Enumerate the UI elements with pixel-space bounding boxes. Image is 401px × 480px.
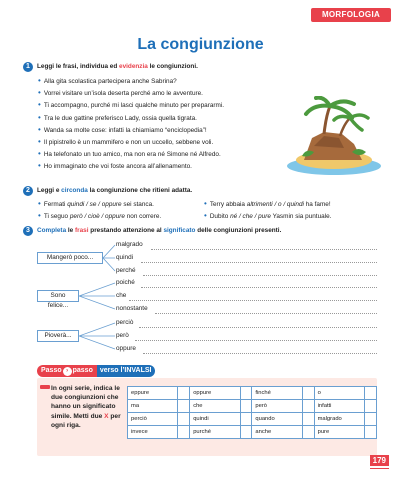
page-title: La congiunzione [137, 36, 264, 53]
invalsi-word: quindi [190, 413, 240, 426]
conjunction-option: oppure [116, 345, 136, 352]
answer-line[interactable] [151, 249, 377, 250]
completion-group-2 [37, 278, 377, 314]
invalsi-word: quando [252, 413, 302, 426]
invalsi-checkbox[interactable] [178, 413, 190, 426]
invalsi-exercise-box [37, 378, 377, 456]
answer-line[interactable] [139, 327, 377, 328]
answer-line[interactable] [155, 313, 377, 314]
invalsi-checkbox[interactable] [178, 400, 190, 413]
answer-line[interactable] [141, 262, 377, 263]
answer-line[interactable] [135, 340, 377, 341]
connector-lines [79, 318, 117, 354]
invalsi-checkbox[interactable] [365, 387, 377, 400]
exercise-2-sentence: • Terry abbaia altrimenti / o / quindi ha fame! [204, 198, 331, 210]
invalsi-checkbox[interactable] [240, 400, 252, 413]
exercise-2-sentence: • Dubito né / che / pure Yasmin sia puntuale. [204, 210, 331, 222]
exercise-1-sentence[interactable]: • Il pipistrello è un mammifero e non un uccello, sebbene voli. [38, 136, 288, 148]
exercise-1-instruction: Leggi le frasi, individua ed evidenzia le congiunzioni. [37, 63, 198, 70]
conjunction-option: che [116, 292, 127, 299]
invalsi-row [128, 413, 377, 426]
exercise-1-sentence[interactable]: • Tra le due gattine preferisco Lady, ossia quella tigrata. [38, 112, 288, 124]
exercise-1-sentence[interactable]: • Wanda sa molte cose: infatti la chiamiamo “enciclopedia”! [38, 124, 288, 136]
exercise-1-sentence[interactable]: • Vorrei visitare un’isola deserta perché amo le avventure. [38, 87, 288, 99]
invalsi-checkbox[interactable] [302, 400, 314, 413]
sentence-start-box: Mangerò poco... [37, 252, 103, 264]
invalsi-choice-grid [127, 386, 377, 439]
conjunction-option: perciò [116, 319, 134, 326]
invalsi-word: però [252, 400, 302, 413]
invalsi-word: anche [252, 426, 302, 439]
invalsi-word: eppure [128, 387, 178, 400]
exercise-number-1: 1 [23, 62, 33, 72]
invalsi-word: o [314, 387, 365, 400]
completion-group-1 [37, 240, 377, 276]
invalsi-row [128, 400, 377, 413]
conjunction-option: poiché [116, 279, 135, 286]
invalsi-checkbox[interactable] [240, 413, 252, 426]
sentence-start-box: Sono felice... [37, 290, 79, 302]
section-tag: MORFOLOGIA [311, 8, 391, 22]
invalsi-checkbox[interactable] [240, 426, 252, 439]
exercise-number-2: 2 [23, 186, 33, 196]
exercise-1-sentence-list [38, 75, 288, 173]
invalsi-row [128, 426, 377, 439]
invalsi-word: finché [252, 387, 302, 400]
conjunction-option: malgrado [116, 241, 143, 248]
invalsi-word: pure [314, 426, 365, 439]
invalsi-checkbox[interactable] [178, 387, 190, 400]
answer-line[interactable] [143, 275, 377, 276]
island-illustration [284, 96, 382, 178]
invalsi-checkbox[interactable] [178, 426, 190, 439]
invalsi-word: ma [128, 400, 178, 413]
exercise-2-sentence: • Fermati quindi / se / oppure sei stanca. [38, 198, 161, 210]
exercise-1-sentence[interactable]: • Alla gita scolastica partecipera anche Sabrina? [38, 75, 288, 87]
exercise-2-right-column [204, 198, 331, 222]
exercise-2-instruction: Leggi e circonda la congiunzione che ritieni adatta. [37, 187, 193, 194]
invalsi-badge [37, 365, 155, 377]
invalsi-checkbox[interactable] [302, 426, 314, 439]
conjunction-option: nonostante [116, 305, 148, 312]
invalsi-checkbox[interactable] [365, 400, 377, 413]
conjunction-option: quindi [116, 254, 134, 261]
invalsi-checkbox[interactable] [302, 387, 314, 400]
connector-lines [79, 278, 117, 314]
invalsi-checkbox[interactable] [365, 426, 377, 439]
conjunction-option: perché [116, 267, 136, 274]
invalsi-word: oppure [190, 387, 240, 400]
invalsi-word: purché [190, 426, 240, 439]
exercise-1-sentence[interactable]: • Ho immaginato che voi foste ancora all’allenamento. [38, 160, 288, 172]
exercise-3-instruction: Completa le frasi prestando attenzione al significato delle congiunzioni presenti. [37, 227, 282, 234]
page-number: 179 [370, 455, 389, 466]
invalsi-instruction: In ogni serie, indica le due congiunzioni che hanno un significato simile. Metti due X per ogni riga. [51, 385, 121, 429]
invalsi-word: invece [128, 426, 178, 439]
invalsi-word: perciò [128, 413, 178, 426]
invalsi-row [128, 387, 377, 400]
step-icon: › [63, 367, 72, 376]
answer-line[interactable] [141, 287, 377, 288]
invalsi-checkbox[interactable] [365, 413, 377, 426]
pencil-icon [40, 385, 50, 389]
invalsi-checkbox[interactable] [240, 387, 252, 400]
invalsi-word: infatti [314, 400, 365, 413]
connector-lines [103, 240, 117, 276]
exercise-number-3: 3 [23, 226, 33, 236]
invalsi-word: che [190, 400, 240, 413]
invalsi-checkbox[interactable] [302, 413, 314, 426]
badge-invalsi-label: verso l’INVALSI [97, 365, 156, 377]
exercise-2-sentence: • Ti seguo però / cioè / oppure non correre. [38, 210, 161, 222]
badge-passo-label: Passo › passo [37, 365, 97, 377]
conjunction-option: però [116, 332, 129, 339]
exercise-1-sentence[interactable]: • Ti accompagno, purché mi lasci qualche minuto per prepararmi. [38, 99, 288, 111]
exercise-1-sentence[interactable]: • Ha telefonato un tuo amico, ma non era né Simone né Alfredo. [38, 148, 288, 160]
completion-group-3 [37, 318, 377, 354]
sentence-start-box: Pioverà... [37, 330, 79, 342]
exercise-2-left-column [38, 198, 161, 222]
answer-line[interactable] [143, 353, 377, 354]
invalsi-word: malgrado [314, 413, 365, 426]
answer-line[interactable] [129, 300, 377, 301]
